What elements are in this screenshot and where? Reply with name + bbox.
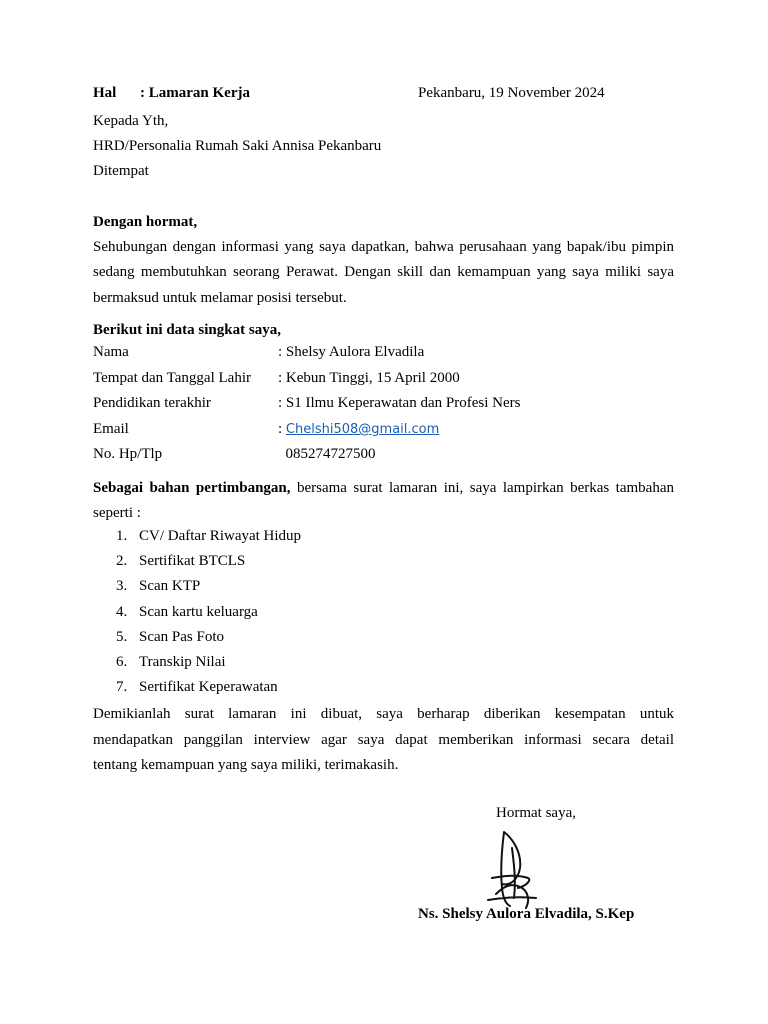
list-number: 2. xyxy=(116,553,128,569)
closing-salutation: Hormat saya, xyxy=(496,805,576,821)
data-label-birth: Tempat dan Tanggal Lahir xyxy=(93,370,251,386)
intro-line-1: Sehubungan dengan informasi yang saya dapatkan, bahwa perusahaan yang bapak/ibu pimpin xyxy=(93,239,674,255)
list-item: Scan kartu keluarga xyxy=(139,604,258,620)
data-value-email xyxy=(278,421,439,438)
intro-line-2: sedang membutuhkan seorang Perawat. Dengan skill dan kemampuan yang saya miliki saya xyxy=(93,264,674,280)
data-value-education: : S1 Ilmu Keperawatan dan Profesi Ners xyxy=(278,395,521,411)
greeting: Dengan hormat, xyxy=(93,214,198,230)
recipient-line-2: HRD/Personalia Rumah Saki Annisa Pekanbaru xyxy=(93,138,382,154)
email-prefix: : xyxy=(278,421,286,437)
attachments-intro-bold: Sebagai bahan pertimbangan, xyxy=(93,480,291,496)
data-heading: Berikut ini data singkat saya, xyxy=(93,322,281,338)
list-item: Sertifikat Keperawatan xyxy=(139,679,278,695)
list-number: 1. xyxy=(116,528,128,544)
data-value-birth: : Kebun Tinggi, 15 April 2000 xyxy=(278,370,460,386)
intro-line-3: bermaksud untuk melamar posisi tersebut. xyxy=(93,290,347,306)
closing-line-3: tentang kemampuan yang saya miliki, terimakasih. xyxy=(93,757,399,773)
data-label-name: Nama xyxy=(93,344,129,360)
data-value-name: : Shelsy Aulora Elvadila xyxy=(278,344,425,360)
attachments-intro-line-1 xyxy=(93,478,674,498)
attachments-intro-line-2: seperti : xyxy=(93,505,141,521)
data-label-education: Pendidikan terakhir xyxy=(93,395,211,411)
list-item: CV/ Daftar Riwayat Hidup xyxy=(139,528,302,544)
handwritten-signature xyxy=(482,828,542,910)
attachments-intro-rest: bersama surat lamaran ini, saya lampirkan berkas tambahan xyxy=(290,480,674,496)
list-number: 6. xyxy=(116,654,128,670)
recipient-line-3: Ditempat xyxy=(93,163,149,179)
list-item: Transkip Nilai xyxy=(139,654,226,670)
closing-line-1: Demikianlah surat lamaran ini dibuat, saya berharap diberikan kesempatan untuk xyxy=(93,706,674,722)
list-item: Scan Pas Foto xyxy=(139,629,225,645)
signer-name: Ns. Shelsy Aulora Elvadila, S.Kep xyxy=(418,906,635,922)
email-link[interactable]: Chelshi508@gmail.com xyxy=(285,422,440,437)
subject-label: Hal xyxy=(93,85,117,101)
list-number: 4. xyxy=(116,604,128,620)
data-label-phone: No. Hp/Tlp xyxy=(93,446,163,462)
closing-line-2: mendapatkan panggilan interview agar saya dapat memberikan informasi secara detail xyxy=(93,732,674,748)
list-item: Sertifikat BTCLS xyxy=(139,553,246,569)
place-date: Pekanbaru, 19 November 2024 xyxy=(418,85,605,101)
list-number: 5. xyxy=(116,629,128,645)
subject-value: : Lamaran Kerja xyxy=(140,85,250,101)
recipient-line-1: Kepada Yth, xyxy=(93,113,169,129)
data-value-phone: 085274727500 xyxy=(278,446,376,462)
list-number: 7. xyxy=(116,679,128,695)
list-item: Scan KTP xyxy=(139,578,201,594)
list-number: 3. xyxy=(116,578,128,594)
data-label-email: Email xyxy=(93,421,129,437)
